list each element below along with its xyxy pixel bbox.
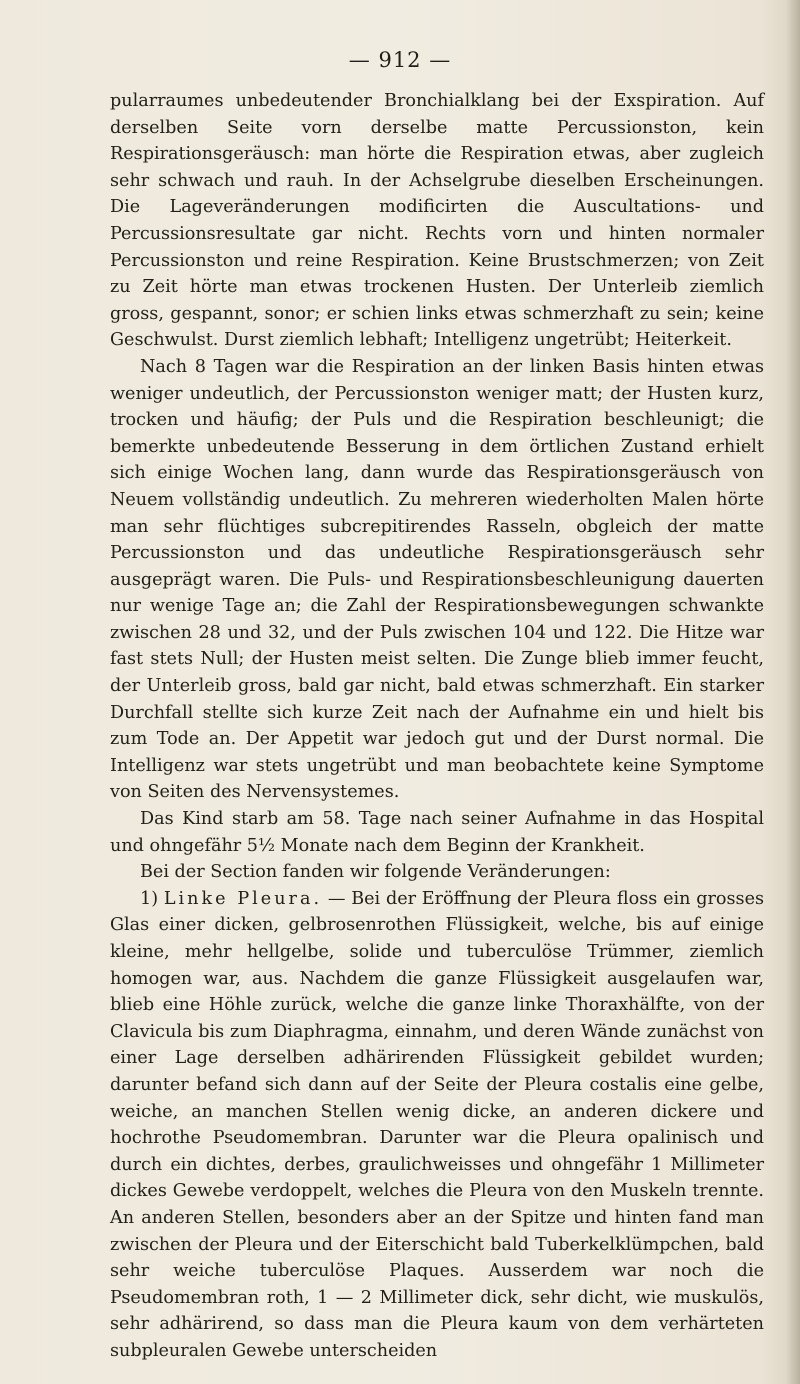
section-number: 1) [140,888,159,909]
section-title: Linke Pleura. [163,888,323,909]
page-number: — 912 — [348,48,452,72]
paragraph-course: Nach 8 Tagen war die Respiration an der linken Basis hinten etwas weniger undeutlich, der Percussionston weniger matt; der Husten kurz, trocken und häufig; der Puls und die Respiration beschleunigt; die bemerkte unbedeutende Besserung in dem örtlichen Zustand erhielt sich einige Wochen lang, dann wurde das Respirationsgeräusch von Neuem vollständig undeutlich. Zu mehreren wiederholten Malen hörte man sehr flüchtiges subcrepitirendes Rasseln, obgleich der matte Percussionston und das undeutliche Respirationsgeräusch sehr ausgeprägt waren. Die Puls- und Respirationsbeschleunigung dauerten nur wenige Tage an; die Zahl der Respirationsbewegungen schwankte zwischen 28 und 32, und der Puls zwischen 104 und 122. Die Hitze war fast stets Null; der Husten meist selten. Die Zunge blieb immer feucht, der Unterleib gross, bald gar nicht, bald etwas schmerzhaft. Ein starker Durchfall stellte sich kurze Zeit nach der Aufnahme ein und hielt bis zum Tode an. Der Appetit war jedoch gut und der Durst normal. Die Intelligenz war stets ungetrübt und man beobachtete keine Symptome von Seiten des Nervensystemes. [110,356,764,803]
paragraph-continuation: pularraumes unbedeutender Bronchialklang bei der Exspiration. Auf derselben Seite vorn derselbe matte Percussionston, kein Respirationsgeräusch: man hörte die Respiration etwas, aber zugleich sehr schwach und rauh. In der Achselgrube dieselben Erscheinungen. Die Lageveränderungen modificirten die Auscultations- und Percussionsresultate gar nicht. Rechts vorn und hinten normaler Percussionston und reine Respiration. Keine Brustschmerzen; von Zeit zu Zeit hörte man etwas trockenen Husten. Der Unterleib ziemlich gross, gespannt, sonor; er schien links etwas schmerzhaft zu sein; keine Geschwulst. Durst ziemlich lebhaft; Intelligenz ungetrübt; Heiterkeit. [110,91,764,351]
section-text: — Bei der Eröffnung der Pleura floss ein grosses Glas einer dicken, gelbrosenrothen Flüssigkeit, welche, bis auf einige kleine, mehr hellgelbe, solide und tuberculöse Trümmer, ziemlich homogen war, aus. Nachdem die ganze Flüssigkeit ausgelaufen war, blieb eine Höhle zurück, welche die ganze linke Thoraxhälfte, von der Clavicula bis zum Diaphragma, einnahm, und deren Wände zunächst von einer Lage derselben adhärirenden Flüssigkeit gebildet wurden; darunter befand sich dann auf der Seite der Pleura costalis eine gelbe, weiche, an manchen Stellen wenig dicke, an anderen dickere und hochrothe Pseudomembran. Darunter war die Pleura opalinisch und durch ein dichtes, derbes, graulichweisses und ohngefähr 1 Millimeter dickes Gewebe verdoppelt, welches die Pleura von den Muskeln trennte. An anderen Stellen, besonders aber an der Spitze und hinten fand man zwischen der Pleura und der Eiterschicht bald Tuberkelklümpchen, bald sehr weiche tuberculöse Plaques. Ausserdem war noch die Pseudomembran roth, 1 — 2 Millimeter dick, sehr dicht, wie muskulös, sehr adhärirend, so dass man die Pleura kaum von dem verhärteten subpleuralen Gewebe unterscheiden [110,888,765,1361]
section-left-pleura [110,886,764,1365]
body-text [110,88,764,1365]
paragraph-section-intro: Bei der Section fanden wir folgende Veränderungen: [140,862,611,883]
paragraph-death: Das Kind starb am 58. Tage nach seiner Aufnahme in das Hospital und ohngefähr 5½ Monate nach dem Beginn der Krankheit. [110,809,764,856]
page-edge-shadow [786,0,800,1384]
